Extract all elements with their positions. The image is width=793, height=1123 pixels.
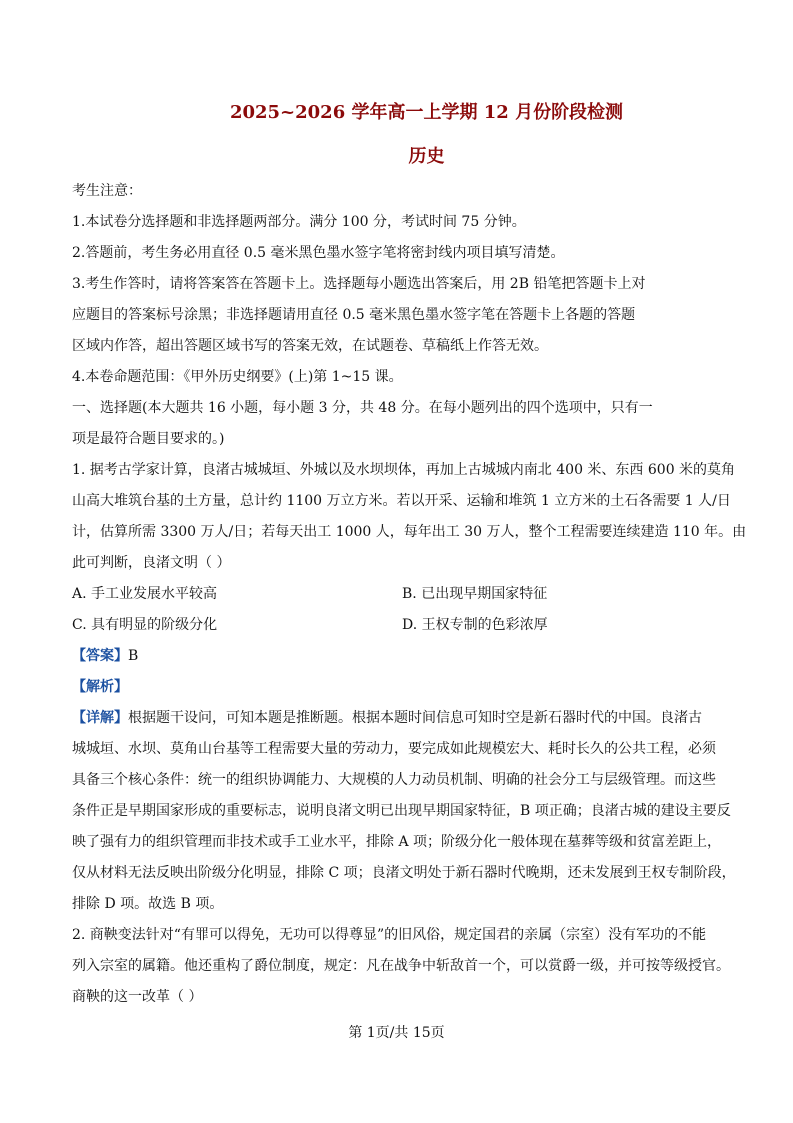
option-a: A. 手工业发展水平较高: [72, 586, 218, 602]
question-2-stem: 列入宗室的属籍。他还重构了爵位制度，规定：凡在战争中斩敌首一个，可以赏爵一级，并可按等级授官。: [72, 958, 730, 974]
question-1-stem: 计，估算所需 3300 万人/日；若每天出工 1000 人，每年出工 30 万人，整个工程需要连续建造 110 年。由: [72, 524, 747, 540]
detail-tag: 【详解】: [72, 710, 128, 726]
notice-line: 1.本试卷分选择题和非选择题两部分。满分 100 分，考试时间 75 分钟。: [72, 214, 526, 230]
detail-line: [72, 703, 752, 734]
detail-text: 条件正是早期国家形成的重要标志，说明良渚文明已出现早期国家特征，B 项正确；良渚古城的建设主要反: [72, 803, 731, 819]
question-2-stem: 商鞅的这一改革（ ）: [72, 989, 203, 1005]
notice-line: 应题目的答案标号涂黑；非选择题请用直径 0.5 毫米黑色墨水签字笔在答题卡上各题的答题: [72, 307, 636, 323]
detail-text: 城城垣、水坝、莫角山台基等工程需要大量的劳动力，要完成如此规模宏大、耗时长久的公共工程，必须: [72, 741, 716, 757]
notice-line: 2.答题前，考生务必用直径 0.5 毫米黑色墨水签字笔将密封线内项目填写清楚。: [72, 245, 565, 261]
subject-title: 历史: [408, 146, 445, 167]
detail-text: 映了强有力的组织管理而非技术或手工业水平，排除 A 项；阶级分化一般体现在墓葬等级和贫富差距上，: [72, 834, 722, 850]
page-number: 第 1页/共 15页: [348, 1025, 445, 1041]
question-1-stem: 此可判断，良渚文明（ ）: [72, 555, 231, 571]
option-c: C. 具有明显的阶级分化: [72, 617, 218, 633]
detail-text: 具备三个核心条件：统一的组织协调能力、大规模的人力动员机制、明确的社会分工与层级管理。而这些: [72, 772, 716, 788]
exam-body: [72, 176, 752, 1013]
question-1-stem: 1. 据考古学家计算，良渚古城城垣、外城以及水坝坝体，再加上古城城内南北 400 米、东西 600 米的莫角: [72, 462, 736, 478]
question-1-options-row: [72, 610, 752, 641]
section-heading: 一、选择题(本大题共 16 小题，每小题 3 分，共 48 分。在每小题列出的四个选项中，只有一: [72, 400, 653, 416]
detail-text: 排除 D 项。故选 B 项。: [72, 896, 224, 912]
notice-heading: 考生注意：: [72, 183, 142, 199]
answer-value: B: [128, 648, 139, 664]
answer-line: [72, 641, 752, 672]
question-2-stem: 2. 商鞅变法针对“有罪可以得免，无功可以得尊显”的旧风俗，规定国君的亲属（宗室）没有军功的不能: [72, 927, 707, 943]
notice-line: 区域内作答，超出答题区域书写的答案无效，在试题卷、草稿纸上作答无效。: [72, 338, 548, 354]
exam-title: 2025~2026 学年高一上学期 12 月份阶段检测: [229, 102, 624, 123]
question-1-stem: 山高大堆筑台基的土方量，总计约 1100 万立方米。若以开采、运输和堆筑 1 立方米的土石各需要 1 人/日: [72, 493, 731, 509]
analysis-line: [72, 672, 752, 703]
analysis-tag: 【解析】: [72, 679, 128, 695]
option-b: B. 已出现早期国家特征: [402, 586, 548, 602]
question-1-options-row: [72, 579, 752, 610]
detail-text: 仅从材料无法反映出阶级分化明显，排除 C 项；良渚文明处于新石器时代晚期，还未发展到王权专制阶段，: [72, 865, 736, 881]
notice-line: 3.考生作答时，请将答案答在答题卡上。选择题每小题选出答案后，用 2B 铅笔把答题卡上对: [72, 276, 646, 292]
option-d: D. 王权专制的色彩浓厚: [402, 617, 548, 633]
section-heading: 项是最符合题目要求的。): [72, 431, 225, 447]
detail-text: 根据题干设问，可知本题是推断题。根据本题时间信息可知时空是新石器时代的中国。良渚古: [128, 710, 702, 726]
notice-line: 4.本卷命题范围：《甲外历史纲要》(上)第 1~15 课。: [72, 369, 403, 385]
answer-tag: 【答案】: [72, 648, 128, 664]
